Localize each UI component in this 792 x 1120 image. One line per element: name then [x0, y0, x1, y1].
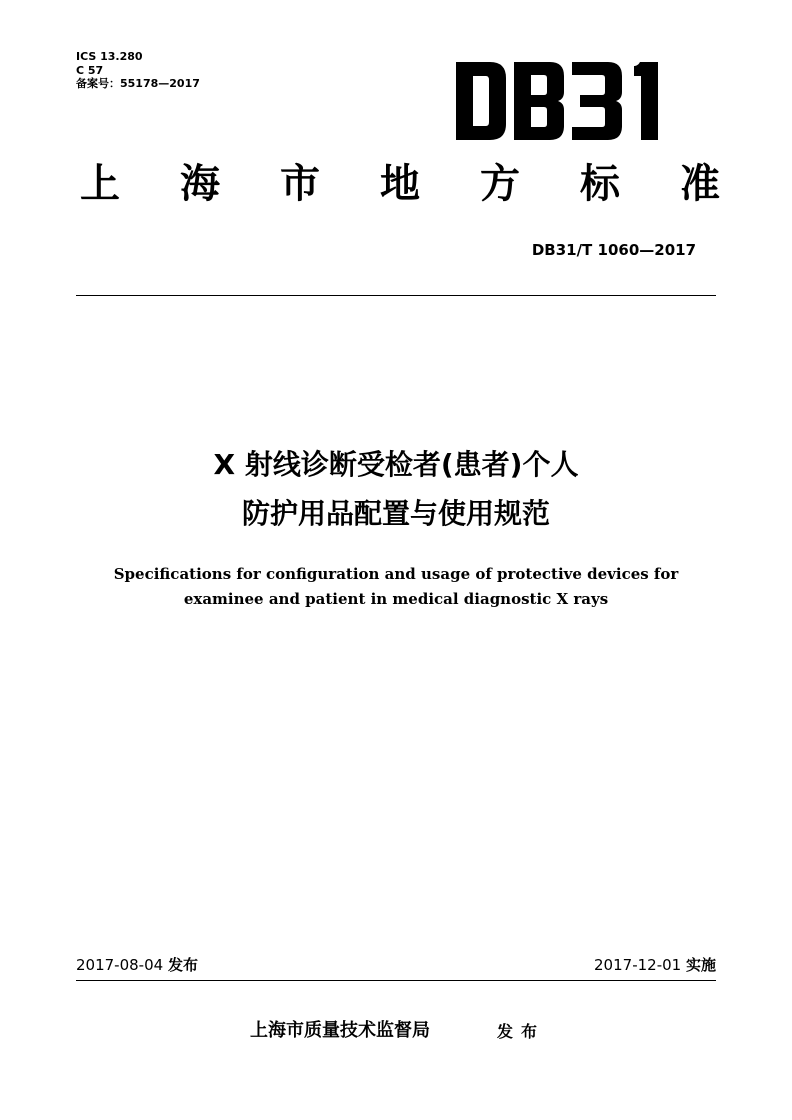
- db31-logo: [456, 62, 672, 140]
- title-cn-line-2: 防护用品配置与使用规范: [241, 497, 550, 530]
- title-en-line-2: examinee and patient in medical diagnostic X rays: [183, 590, 609, 608]
- publisher-label: 发布: [497, 1022, 546, 1041]
- title-cn-line-1: X 射线诊断受检者(患者)个人: [213, 448, 579, 481]
- heading-char: 地: [380, 161, 420, 207]
- release-date-value: 2017-08-04: [76, 956, 164, 974]
- heading-char: 上: [80, 161, 120, 207]
- release-label: 发布: [167, 956, 198, 974]
- standard-type-heading: [80, 160, 720, 208]
- implement-date-value: 2017-12-01: [594, 956, 682, 974]
- heading-char: 海: [180, 161, 220, 207]
- bottom-divider: [76, 980, 716, 981]
- filing-number: 备案号：55178—2017: [76, 77, 200, 90]
- release-date: [76, 954, 198, 976]
- heading-char: 方: [480, 161, 520, 207]
- heading-char: 准: [680, 161, 720, 207]
- ccs-code: C 57: [76, 63, 104, 77]
- ics-code: ICS 13.280: [76, 50, 143, 63]
- classification-block: [76, 50, 200, 91]
- heading-char: 标: [580, 161, 620, 207]
- top-divider: [76, 295, 716, 296]
- title-en-line-1: Specifications for configuration and usage of protective devices for: [113, 565, 679, 583]
- standard-number: DB31/T 1060—2017: [531, 241, 696, 259]
- publisher-name: 上海市质量技术监督局: [250, 1020, 430, 1041]
- implement-label: 实施: [685, 956, 716, 974]
- implement-date: [594, 954, 716, 976]
- heading-char: 市: [280, 161, 320, 207]
